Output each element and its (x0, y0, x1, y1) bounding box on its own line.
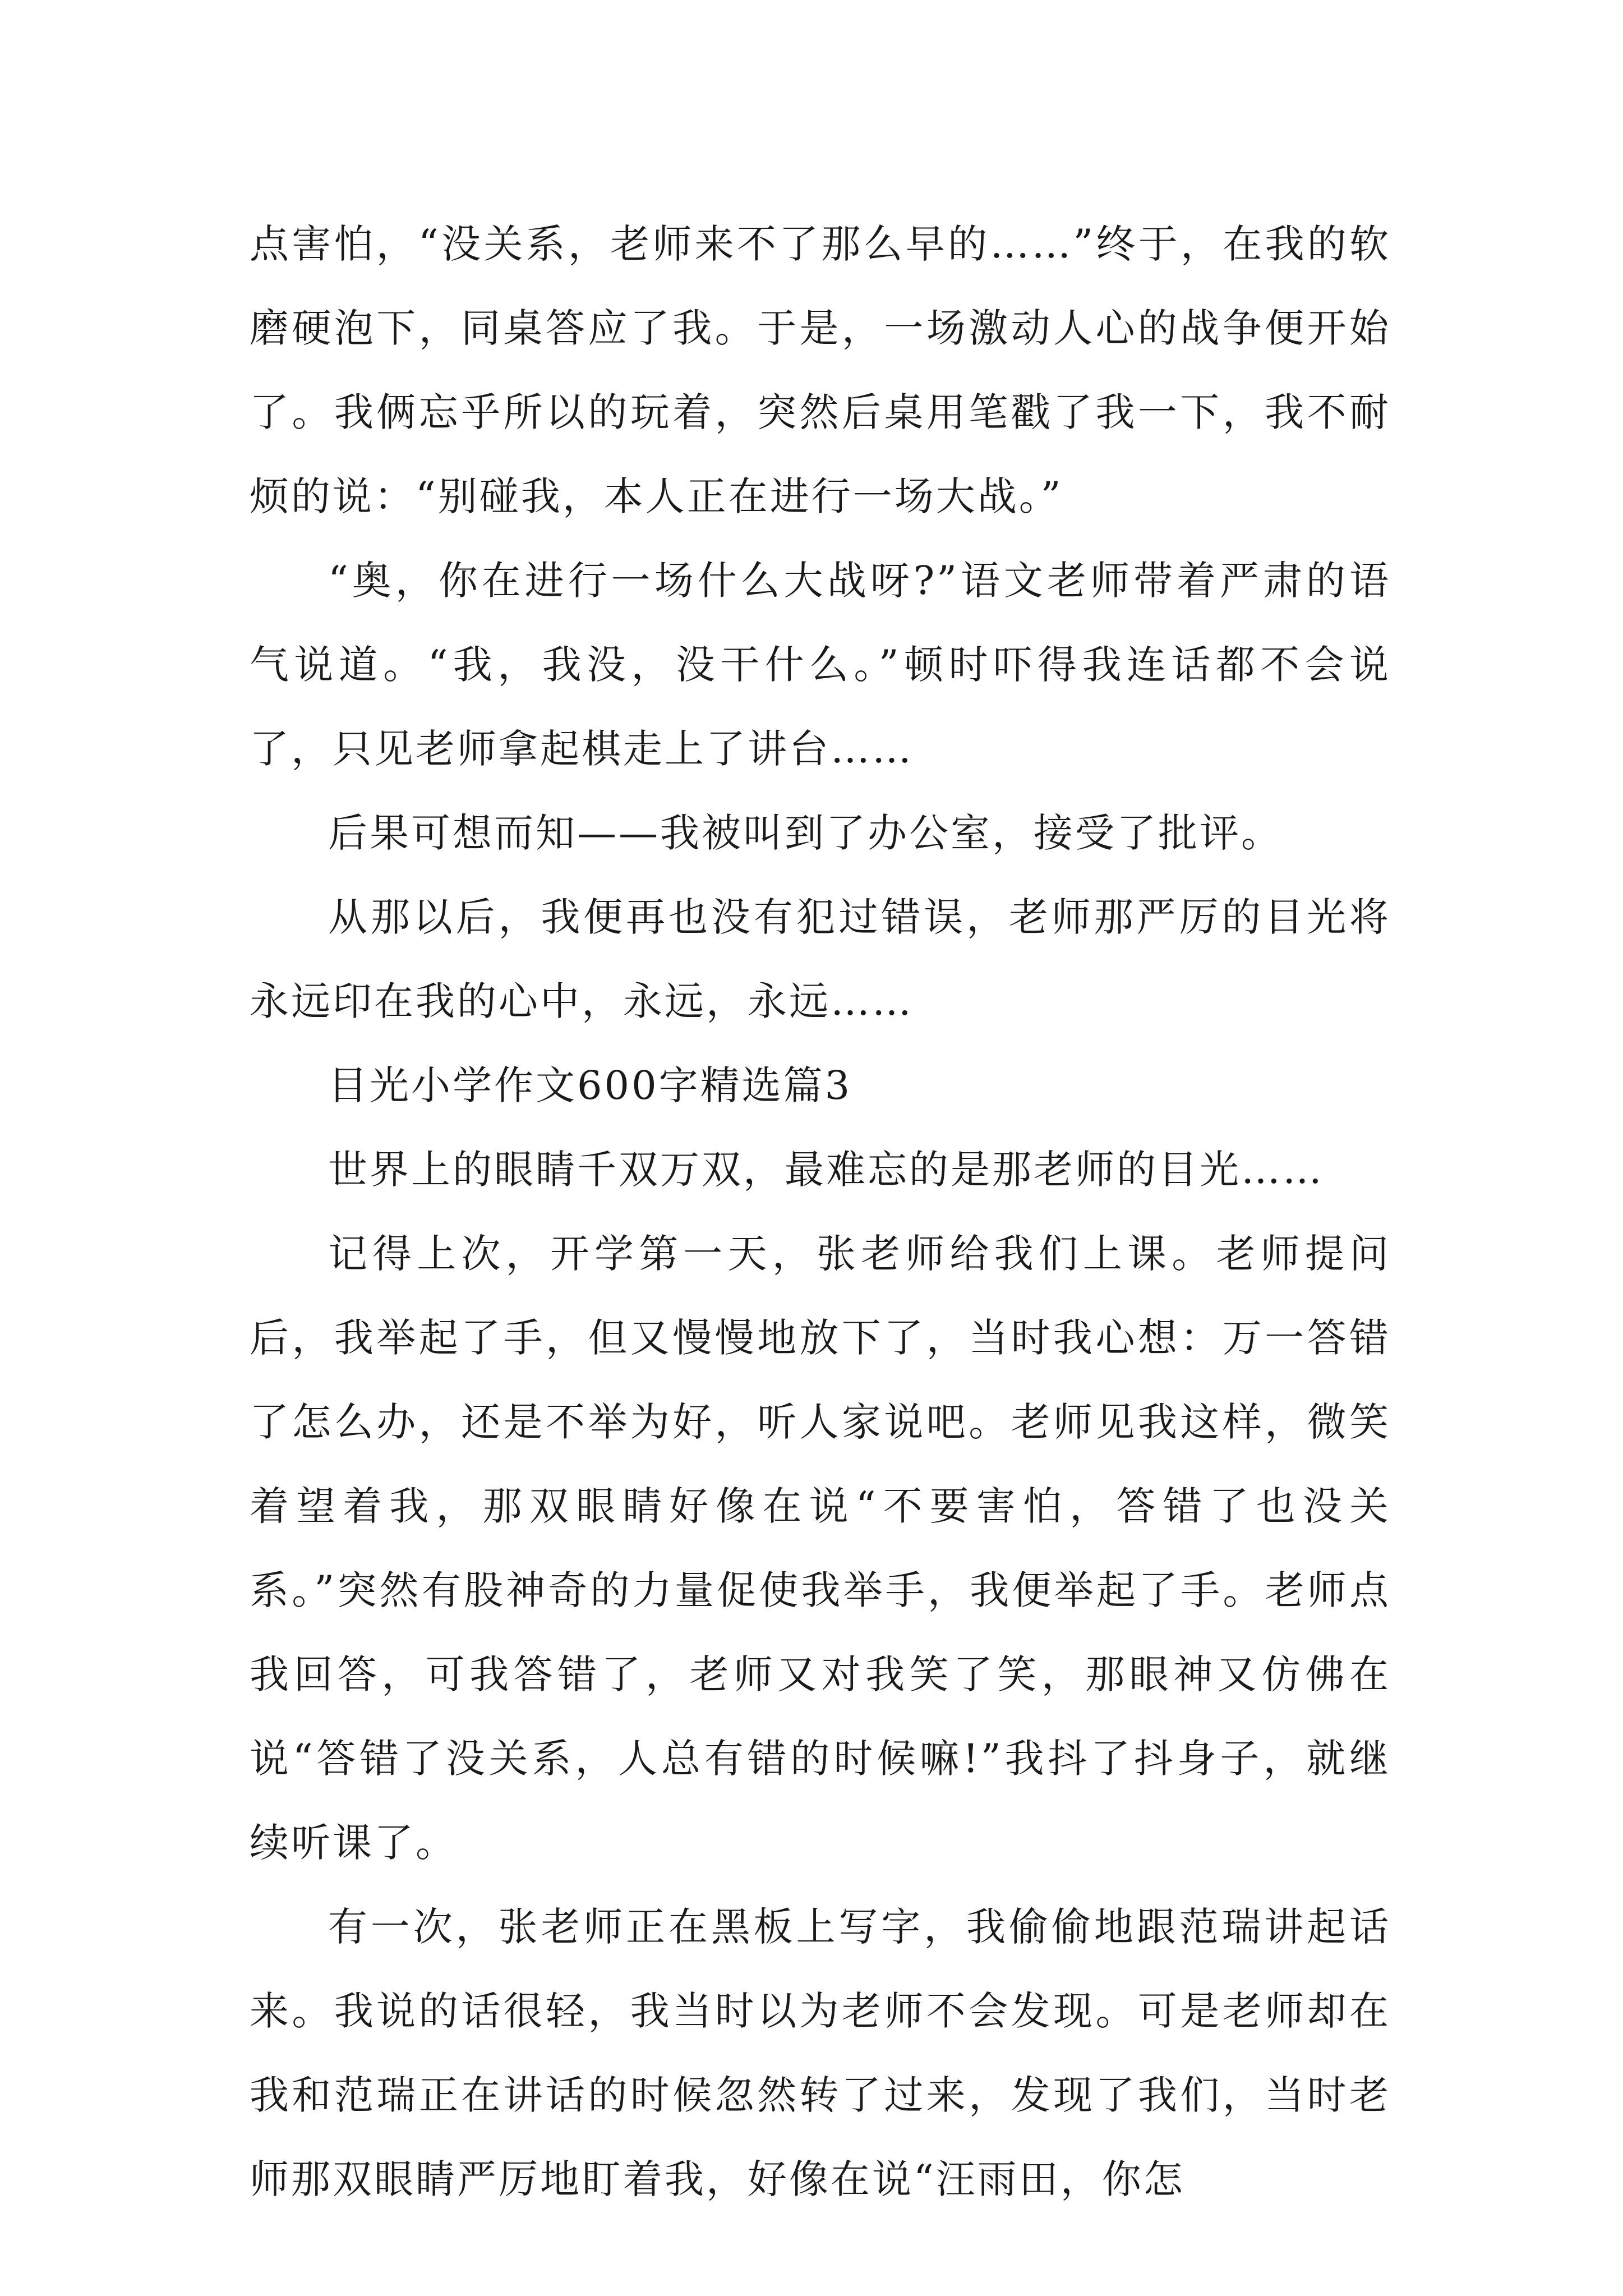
paragraph-consequence: 后果可想而知——我被叫到了办公室，接受了批评。 (328, 810, 1283, 856)
paragraph-dialogue: “奥，你在进行一场什么大战呀?”语文老师带着严肃的语气说道。“我，我没，没干什么。”顿时吓得我连话都不会说了，只见老师拿起棋走上了讲台…… (250, 558, 1391, 772)
paragraph-first-day: 记得上次，开学第一天，张老师给我们上课。老师提问后，我举起了手，但又慢慢地放下了，当时我心想：万一答错了怎么办，还是不举为好，听人家说吧。老师见我这样，微笑着望着我，那双眼睛好像在说“不要害怕，答错了也没关系。”突然有股神奇的力量促使我举手，我便举起了手。老师点我回答，可我答错了，老师又对我笑了笑，那眼神又仿佛在说“答错了没关系，人总有错的时候嘛!”我抖了抖身子，就继续听课了。 (250, 1231, 1391, 1866)
section-heading: 目光小学作文600字精选篇3 (328, 1062, 852, 1108)
paragraph-conclusion: 从那以后，我便再也没有犯过错误，老师那严厉的目光将永远印在我的心中，永远，永远…… (250, 894, 1391, 1024)
paragraph-intro: 世界上的眼睛千双万双，最难忘的是那老师的目光…… (328, 1147, 1324, 1193)
paragraph-talking: 有一次，张老师正在黑板上写字，我偷偷地跟范瑞讲起话来。我说的话很轻，我当时以为老师不会发现。可是老师却在我和范瑞正在讲话的时候忽然转了过来，发现了我们，当时老师那双眼睛严厉地盯着我，好像在说“汪雨田，你怎 (250, 1904, 1391, 2202)
paragraph-continuation: 点害怕，“没关系，老师来不了那么早的……”终于，在我的软磨硬泡下，同桌答应了我。于是，一场激动人心的战争便开始了。我俩忘乎所以的玩着，突然后桌用笔戳了我一下，我不耐烦的说：“别碰我，本人正在进行一场大战。” (250, 221, 1391, 519)
body-text (250, 202, 1391, 2221)
